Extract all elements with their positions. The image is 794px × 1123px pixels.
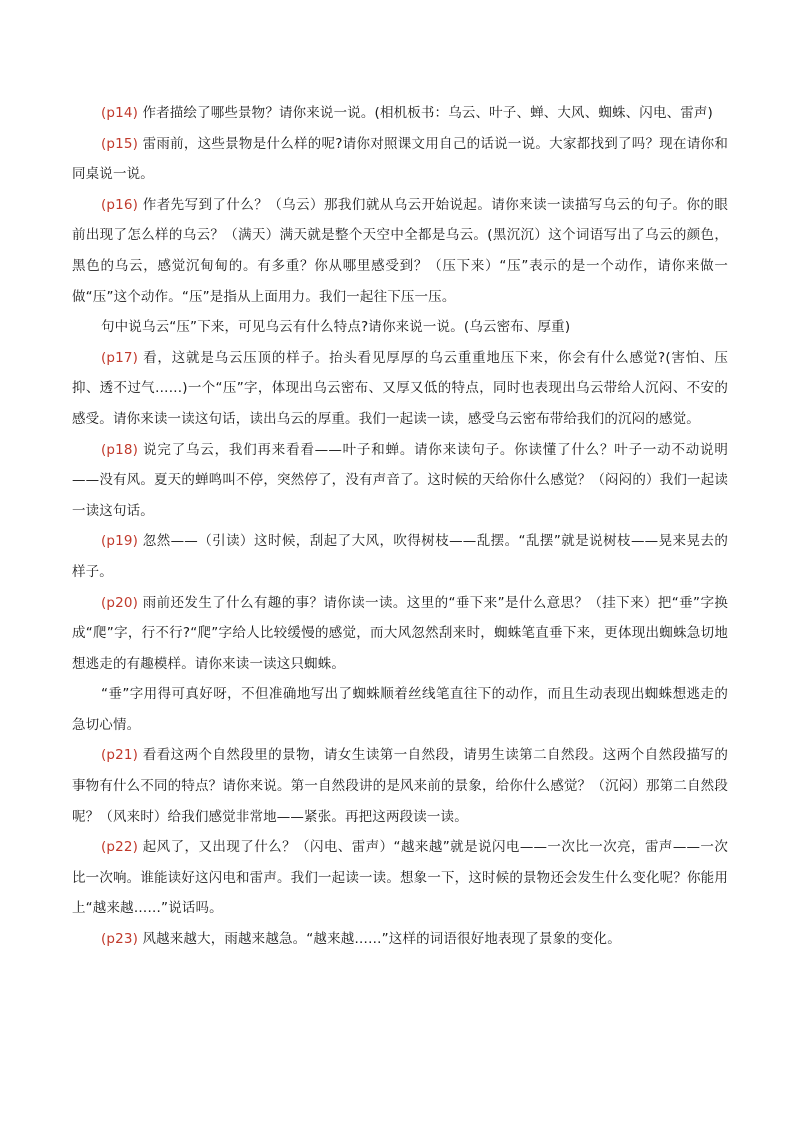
paragraph: [72, 588, 728, 680]
page-reference: (p15): [101, 135, 139, 152]
paragraph-text: 风越来越大，雨越来越急。“越来越……”这样的词语很好地表现了景象的变化。: [138, 931, 621, 948]
page-reference: (p20): [101, 594, 139, 611]
paragraph-text: 作者先写到了什么？（乌云）那我们就从乌云开始说起。请你来读一读描写乌云的句子。你的眼前出现了怎么样的乌云？（满天）满天就是整个天空中全都是乌云。(黑沉沉）这个词语写出了乌云的颜色，黑色的乌云，感觉沉甸甸的。有多重？你从哪里感受到？（压下来）“压”表示的是一个动作，请你来做一做“压”这个动作。“压”是指从上面用力。我们一起往下压一压。: [72, 196, 728, 305]
paragraph-text: 作者描绘了哪些景物？请你来说一说。(相机板书：乌云、叶子、蝉、大风、蜘蛛、闪电、雷声): [138, 105, 713, 121]
page-reference: (p21): [101, 747, 139, 764]
paragraph: [72, 343, 728, 435]
paragraph: [72, 129, 728, 190]
paragraph: [72, 832, 728, 924]
paragraph-text: 雷雨前，这些景物是什么样的呢?请你对照课文用自己的话说一说。大家都找到了吗？现在请你和同桌说一说。: [72, 135, 728, 183]
paragraph-text: 雨前还发生了什么有趣的事？请你读一读。这里的“垂下来”是什么意思？（挂下来）把“垂”字换成“爬”字，行不行?“爬”字给人比较缓慢的感觉，而大风忽然刮来时，蜘蛛笔直垂下来，更体现出蜘蛛急切地想逃走的有趣模样。请你来读一读这只蜘蛛。: [72, 594, 728, 672]
paragraph: [72, 98, 728, 129]
page-reference: (p16): [101, 196, 139, 213]
paragraph: [72, 435, 728, 527]
page-reference: (p23): [101, 931, 139, 948]
document-body: [72, 98, 728, 955]
paragraph-text: 看，这就是乌云压顶的样子。抬头看见厚厚的乌云重重地压下来，你会有什么感觉?(害怕、压抑、透不过气……)一个“压”字，体现出乌云密布、又厚又低的特点，同时也表现出乌云带给人沉闷、不安的感受。请你来读一读这句话，读出乌云的厚重。我们一起读一读，感受乌云密布带给我们的沉闷的感觉。: [72, 349, 729, 427]
paragraph-text: 句中说乌云“压”下来，可见乌云有什么特点?请你来说一说。(乌云密布、厚重): [101, 319, 571, 336]
paragraph-text: “垂”字用得可真好呀，不但准确地写出了蜘蛛顺着丝线笔直往下的动作，而且生动表现出蜘蛛想逃走的急切心情。: [72, 686, 728, 733]
paragraph-text: 说完了乌云，我们再来看看——叶子和蝉。请你来读句子。你读懂了什么？叶子一动不动说明——没有风。夏天的蝉鸣叫不停，突然停了，没有声音了。这时候的天给你什么感觉？（闷闷的）我们一起读一读这句话。: [72, 441, 728, 519]
paragraph-text: 起风了，又出现了什么？（闪电、雷声）“越来越”就是说闪电——一次比一次亮，雷声——一次比一次响。谁能读好这闪电和雷声。我们一起读一读。想象一下，这时候的景物还会发生什么变化呢？你能用上“越来越……”说话吗。: [72, 839, 728, 917]
page-reference: (p22): [101, 839, 139, 856]
page-reference: (p17): [101, 349, 139, 366]
paragraph: [72, 924, 728, 955]
page-reference: (p19): [101, 533, 139, 550]
paragraph: [72, 312, 728, 343]
paragraph: [72, 740, 728, 832]
paragraph: [72, 526, 728, 587]
paragraph-text: 看看这两个自然段里的景物，请女生读第一自然段，请男生读第二自然段。这两个自然段描写的事物有什么不同的特点？请你来说。第一自然段讲的是风来前的景象，给你什么感觉？（沉闷）那第二自然段呢？（风来时）给我们感觉非常地——紧张。再把这两段读一读。: [72, 747, 728, 825]
paragraph: [72, 190, 728, 312]
paragraph: [72, 679, 728, 740]
paragraph-text: 忽然——（引读）这时候，刮起了大风，吹得树枝——乱摆。“乱摆”就是说树枝——晃来晃去的样子。: [72, 533, 728, 580]
page-reference: (p14): [101, 105, 139, 121]
page-reference: (p18): [101, 441, 139, 458]
